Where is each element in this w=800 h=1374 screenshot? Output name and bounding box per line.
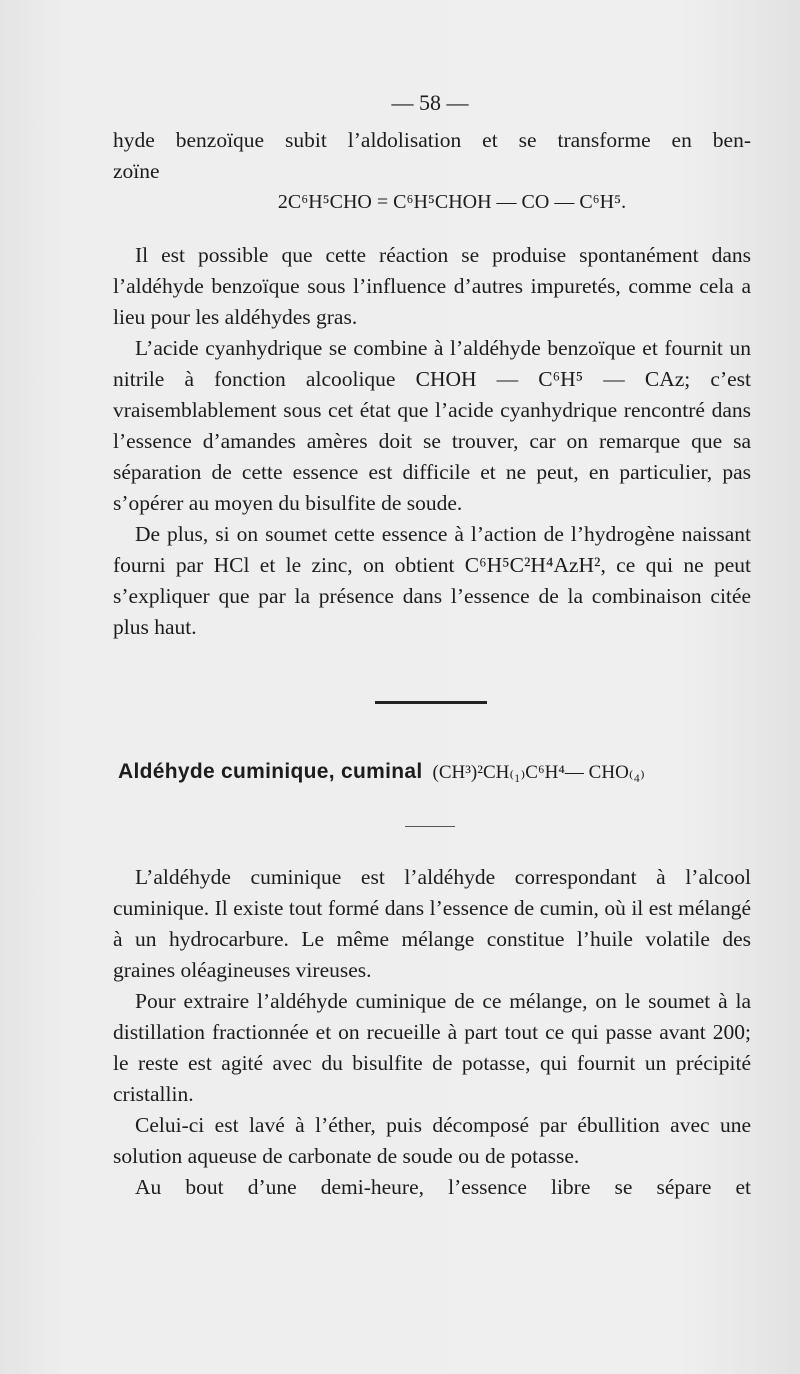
bottom-text-block	[113, 862, 751, 1203]
benzoin-formula: 2C⁶H⁵CHO = C⁶H⁵CHOH — CO — C⁶H⁵.	[277, 191, 627, 213]
top-text-block	[113, 125, 751, 643]
paragraph-cuminic-definition: L’aldéhyde cuminique est l’aldéhyde correspondant à l’alcool cuminique. Il existe tout formé dans l’essence de cumin, où il est mélangé à un hydrocarbure. Le même mélange constitue l’huile volatile des graines oléagineuses vireuses.	[113, 865, 751, 982]
section-separator-rule	[375, 701, 487, 704]
paragraph-spontaneous-reaction: Il est possible que cette réaction se produise spontanément dans l’aldéhyde benzoïque sous l’influence d’autres impuretés, comme cela a lieu pour les aldéhydes gras.	[113, 243, 751, 329]
paragraph-separation: Au bout d’une demi-heure, l’essence libre se sépare et	[135, 1175, 751, 1199]
paragraph-continuation-line2: zoïne	[113, 159, 160, 183]
paragraph-cyanhydric-acid: L’acide cyanhydrique se combine à l’aldéhyde benzoïque et fournit un nitrile à fonction alcoolique CHOH — C⁶H⁵ — CAz; c’est vraisemblablement sous cet état que l’acide cyanhydrique rencontré dans l’essence d’amandes amères doit se trouver, car on remarque que sa séparation de cette essence est difficile et ne peut, en particulier, pas s’opérer au moyen du bisulfite de soude.	[113, 336, 751, 515]
section-heading	[118, 760, 778, 784]
heading-underline-rule	[405, 826, 455, 827]
section-formula: (CH³)²CH₍₁₎C⁶H⁴— CHO₍₄₎	[432, 762, 645, 783]
paragraph-extraction: Pour extraire l’aldéhyde cuminique de ce mélange, on le soumet à la distillation fractionnée et on recueille à part tout ce qui passe avant 200; le reste est agité avec du bisulfite de potasse, qui fournit un précipité cristallin.	[113, 989, 751, 1106]
paragraph-washing: Celui-ci est lavé à l’éther, puis décomposé par ébullition avec une solution aqueuse de carbonate de soude ou de potasse.	[113, 1113, 751, 1168]
paragraph-hydrogen-reduction: De plus, si on soumet cette essence à l’action de l’hydrogène naissant fourni par HCl et le zinc, on obtient C⁶H⁵C²H⁴AzH², ce qui ne peut s’expliquer que par la présence dans l’essence de la combinaison citée plus haut.	[113, 522, 751, 639]
section-title: Aldéhyde cuminique, cuminal	[118, 760, 423, 783]
paragraph-continuation-line1: hyde benzoïque subit l’aldolisation et se transforme en ben-	[113, 128, 751, 152]
page-number: — 58 —	[391, 90, 469, 115]
